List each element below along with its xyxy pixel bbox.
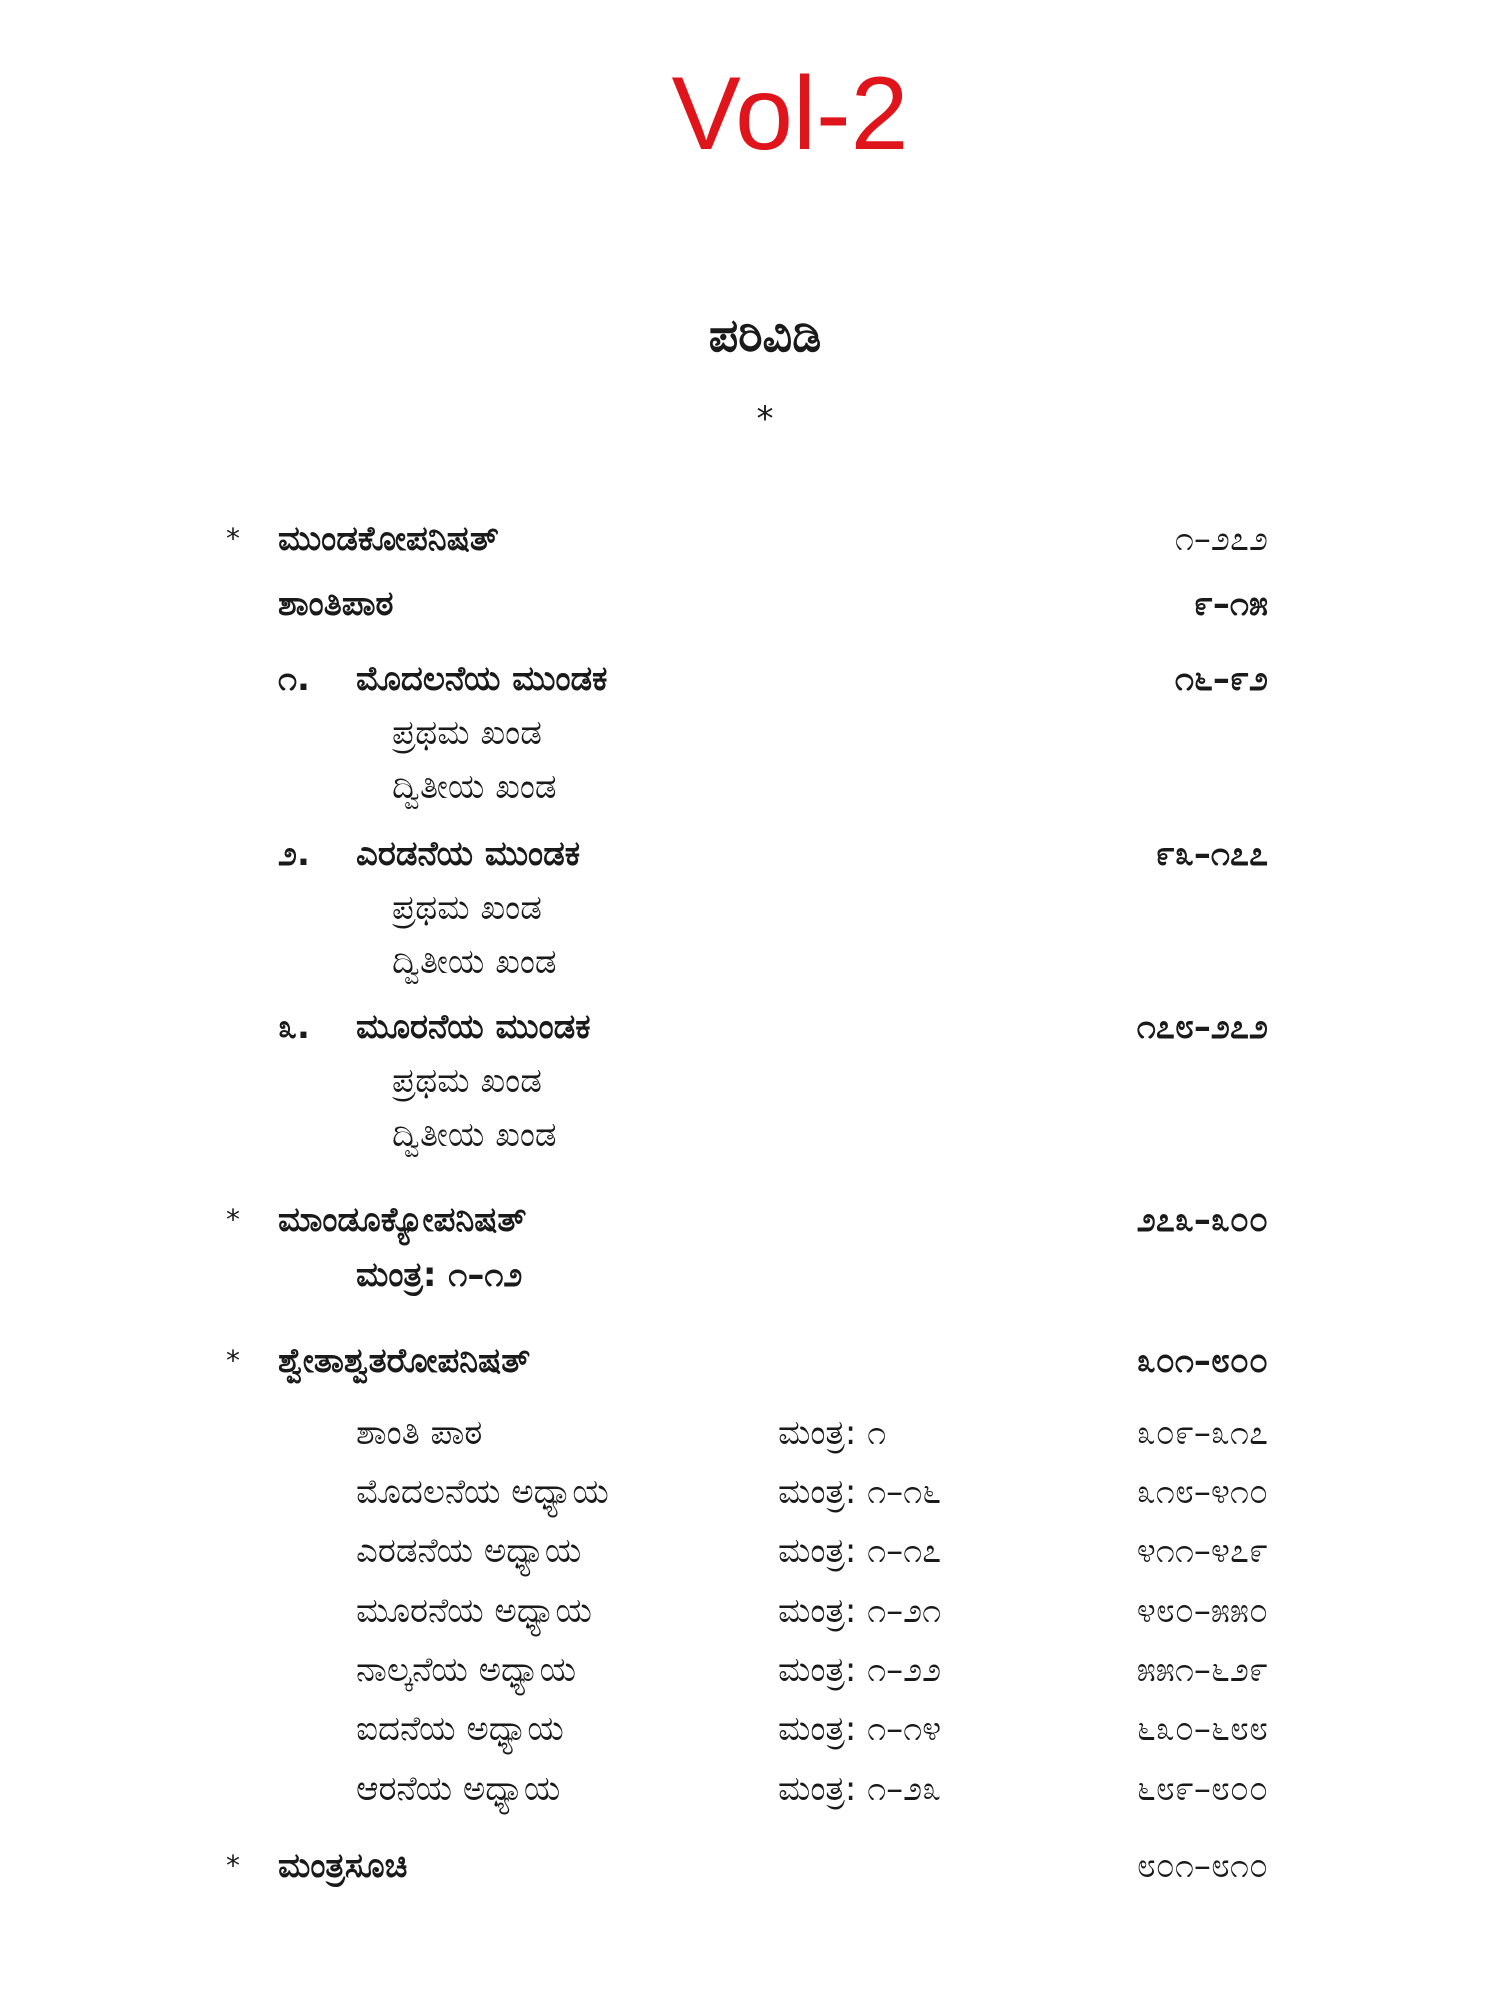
- adhyaya-label: ಮೊದಲನೆಯ ಅಧ್ಯಾಯ: [356, 1472, 609, 1512]
- entry-title: ಮಂತ್ರಸೂಚಿ: [278, 1846, 408, 1886]
- toc-entry-shvetashvatara: [0, 1336, 1500, 1386]
- adhyaya-label: ಶಾಂತಿ ಪಾಠ: [356, 1413, 483, 1453]
- mantra-range: ಮಂತ್ರ: ೧–೨೧: [778, 1591, 942, 1631]
- mantra-range: ಮಂತ್ರ: ೧–೧೬: [778, 1472, 942, 1512]
- entry-pages: ೫೫೧–೬೨೯: [1136, 1650, 1268, 1690]
- entry-title: ಶ್ವೇತಾಶ್ವತರೋಪನಿಷತ್: [278, 1341, 531, 1381]
- entry-pages: ೧–೨೭೨: [1174, 519, 1268, 559]
- entry-pages: ೯೩–೧೭೭: [1155, 834, 1268, 874]
- entry-pages: ೩೦೯–೩೧೭: [1136, 1413, 1268, 1453]
- entry-title: ಮೂರನೆಯ ಮುಂಡಕ: [356, 1007, 591, 1047]
- toc-subentry: [0, 937, 1500, 987]
- entry-asterisk: *: [226, 522, 240, 555]
- adhyaya-label: ಐದನೆಯ ಅಧ್ಯಾಯ: [356, 1709, 564, 1749]
- page-title: ಪರಿವಿಡಿ: [708, 308, 822, 362]
- entry-pages: ೩೧೮–೪೧೦: [1136, 1472, 1268, 1512]
- adhyaya-label: ನಾಲ್ಕನೆಯ ಅಧ್ಯಾಯ: [356, 1650, 577, 1690]
- mantra-range: ಮಂತ್ರ: ೧–೨೩: [778, 1769, 942, 1809]
- entry-asterisk: *: [226, 1849, 240, 1882]
- entry-pages: ೬೮೯–೮೦೦: [1136, 1769, 1268, 1809]
- entry-pages: ೩೦೧–೮೦೦: [1136, 1341, 1268, 1381]
- subentry-label: ದ್ವಿತೀಯ ಖಂಡ: [392, 1115, 557, 1155]
- toc-entry-mundaka-2: [0, 829, 1500, 879]
- subentry-label: ಪ್ರಥಮ ಖಂಡ: [392, 888, 542, 928]
- toc-adhyaya-row: [0, 1704, 1500, 1754]
- toc-subentry: [0, 883, 1500, 933]
- adhyaya-label: ಆರನೆಯ ಅಧ್ಯಾಯ: [356, 1769, 561, 1809]
- toc-adhyaya-row: [0, 1764, 1500, 1814]
- entry-pages: ೮೦೧–೮೧೦: [1136, 1846, 1268, 1886]
- entry-title: ಮೊದಲನೆಯ ಮುಂಡಕ: [356, 659, 608, 699]
- adhyaya-label: ಮೂರನೆಯ ಅಧ್ಯಾಯ: [356, 1591, 592, 1631]
- toc-subentry: [0, 708, 1500, 758]
- entry-number: ೧.: [278, 659, 310, 699]
- toc-adhyaya-row: [0, 1526, 1500, 1576]
- subentry-label: ಪ್ರಥಮ ಖಂಡ: [392, 713, 542, 753]
- toc-adhyaya-row: [0, 1408, 1500, 1458]
- entry-title: ಮುಂಡಕೋಪನಿಷತ್: [278, 519, 499, 559]
- title-asterisk: *: [756, 399, 774, 439]
- toc-entry-shantipatha: [0, 579, 1500, 629]
- mantra-range: ಮಂತ್ರ: ೧–೨೨: [778, 1650, 942, 1690]
- entry-pages: ೯–೧೫: [1193, 584, 1268, 624]
- entry-pages: ೧೬–೯೨: [1174, 659, 1268, 699]
- toc-entry-mundaka: [0, 514, 1500, 564]
- toc-entry-mundaka-1: [0, 654, 1500, 704]
- toc-subentry-mantra: [0, 1250, 1500, 1300]
- subentry-label: ಪ್ರಥಮ ಖಂಡ: [392, 1061, 542, 1101]
- mantra-range: ಮಂತ್ರ: ೧–೧೭: [778, 1531, 942, 1571]
- subentry-label: ದ್ವಿತೀಯ ಖಂಡ: [392, 767, 557, 807]
- mantra-range: ಮಂತ್ರ: ೧–೧೪: [778, 1709, 942, 1749]
- entry-pages: ೪೮೦–೫೫೦: [1136, 1591, 1268, 1631]
- entry-pages: ೪೧೧–೪೭೯: [1136, 1531, 1268, 1571]
- entry-pages: ೬೩೦–೬೮೮: [1136, 1709, 1268, 1749]
- entry-asterisk: *: [226, 1203, 240, 1236]
- toc-adhyaya-row: [0, 1467, 1500, 1517]
- entry-title: ಎರಡನೆಯ ಮುಂಡಕ: [356, 834, 581, 874]
- entry-number: ೩.: [278, 1007, 310, 1047]
- toc-subentry: [0, 762, 1500, 812]
- toc-subentry: [0, 1110, 1500, 1160]
- toc-entry-mandukya: [0, 1195, 1500, 1245]
- entry-asterisk: *: [226, 1344, 240, 1377]
- subentry-label: ದ್ವಿತೀಯ ಖಂಡ: [392, 942, 557, 982]
- toc-adhyaya-row: [0, 1645, 1500, 1695]
- entry-title: ಮಾಂಡೂಕ್ಯೋಪನಿಷತ್: [278, 1200, 527, 1240]
- entry-number: ೨.: [278, 834, 310, 874]
- entry-title: ಶಾಂತಿಪಾಠ: [278, 584, 394, 624]
- adhyaya-label: ಎರಡನೆಯ ಅಧ್ಯಾಯ: [356, 1531, 582, 1571]
- mantra-range: ಮಂತ್ರ: ೧–೧೨: [356, 1255, 523, 1295]
- volume-label: Vol-2: [671, 56, 909, 172]
- toc-entry-mundaka-3: [0, 1002, 1500, 1052]
- toc-subentry: [0, 1056, 1500, 1106]
- entry-pages: ೧೭೮–೨೭೨: [1136, 1007, 1268, 1047]
- entry-pages: ೨೭೩–೩೦೦: [1136, 1200, 1268, 1240]
- mantra-range: ಮಂತ್ರ: ೧: [778, 1413, 887, 1453]
- toc-adhyaya-row: [0, 1586, 1500, 1636]
- toc-entry-mantrasuchi: [0, 1841, 1500, 1891]
